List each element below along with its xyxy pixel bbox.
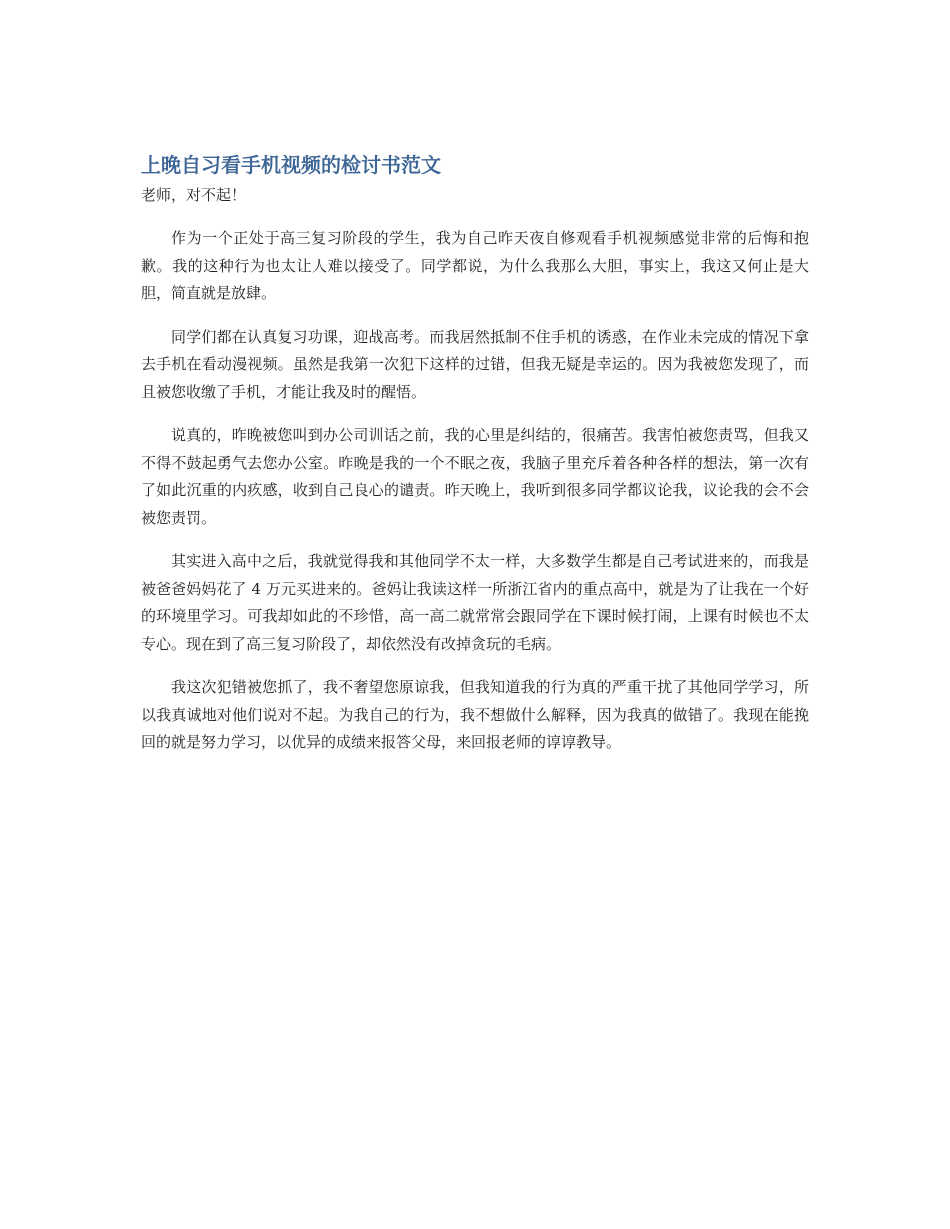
paragraph-3: 说真的，昨晚被您叫到办公司训话之前，我的心里是纠结的，很痛苦。我害怕被您责骂，但我又不得不鼓起勇气去您办公室。昨晚是我的一个不眠之夜，我脑子里充斥着各种各样的想法，第一次有了如此沉重的内疚感，收到自己良心的谴责。昨天晚上，我听到很多同学都议论我，议论我的会不会被您责罚。 xyxy=(141,426,809,527)
salutation: 老师，对不起！ xyxy=(141,186,247,204)
document-body xyxy=(141,150,809,757)
paragraph-2: 同学们都在认真复习功课，迎战高考。而我居然抵制不住手机的诱惑，在作业未完成的情况下拿去手机在看动漫视频。虽然是我第一次犯下这样的过错，但我无疑是幸运的。因为我被您发现了，而且被您收缴了手机，才能让我及时的醒悟。 xyxy=(141,327,809,401)
paragraph-4: 其实进入高中之后，我就觉得我和其他同学不太一样，大多数学生都是自己考试进来的，而我是被爸爸妈妈花了 4 万元买进来的。爸妈让我读这样一所浙江省内的重点高中，就是为了让我在一个好的环境里学习。可我却如此的不珍惜，高一高二就常常会跟同学在下课时候打闹，上课有时候也不太专心。现在到了高三复习阶段了，却依然没有改掉贪玩的毛病。 xyxy=(141,552,809,653)
document-title: 上晚自习看手机视频的检讨书范文 xyxy=(141,153,441,177)
paragraph-5: 我这次犯错被您抓了，我不奢望您原谅我，但我知道我的行为真的严重干扰了其他同学学习，所以我真诚地对他们说对不起。为我自己的行为，我不想做什么解释，因为我真的做错了。我现在能挽回的就是努力学习，以优异的成绩来报答父母，来回报老师的谆谆教导。 xyxy=(141,678,809,751)
paragraph-1: 作为一个正处于高三复习阶段的学生，我为自己昨天夜自修观看手机视频感觉非常的后悔和抱歉。我的这种行为也太让人难以接受了。同学都说，为什么我那么大胆，事实上，我这又何止是大胆，简直就是放肆。 xyxy=(141,229,809,302)
